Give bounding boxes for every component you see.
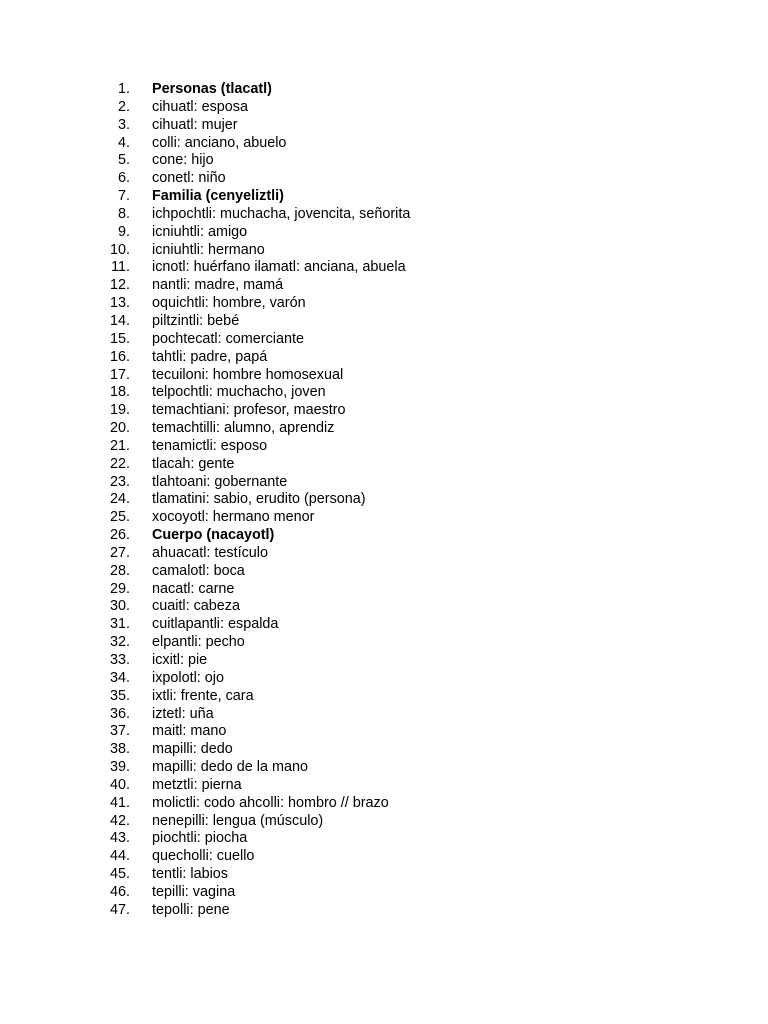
- list-item-text: icniuhtli: hermano: [152, 241, 265, 258]
- list-item-text: tepilli: vagina: [152, 883, 236, 900]
- list-item-text: cihuatl: mujer: [152, 116, 238, 133]
- list-item-number: 33.: [109, 652, 130, 668]
- list-item-number: 47.: [109, 901, 130, 918]
- list-item-text: ixtli: frente, cara: [152, 687, 254, 704]
- list-item-text: tlacah: gente: [152, 455, 235, 472]
- list-item-number: 35.: [109, 687, 130, 704]
- list-item-number: 22.: [109, 455, 130, 472]
- list-item-number: 23.: [109, 473, 130, 490]
- list-item-number: 46.: [109, 883, 130, 900]
- list-item-text: maitl: mano: [152, 723, 227, 740]
- list-item-number: 5.: [117, 152, 130, 169]
- list-item-text: molictli: codo ahcolli: hombro // brazo: [152, 794, 389, 811]
- list-item-text: iztetl: uña: [152, 705, 214, 722]
- list-item-text: icnotl: huérfano ilamatl: anciana, abuela: [152, 259, 406, 276]
- list-item-number: 20.: [109, 420, 130, 437]
- list-item-number: 29.: [109, 580, 130, 597]
- list-item-text: temachtiani: profesor, maestro: [152, 402, 346, 419]
- list-item-number: 45.: [109, 866, 130, 883]
- list-item-text: cuaitl: cabeza: [152, 598, 240, 615]
- list-item-text: tahtli: padre, papá: [152, 348, 268, 365]
- list-item-number: 4.: [117, 134, 130, 151]
- list-item-number: 21.: [109, 437, 130, 454]
- list-item-number: 3.: [117, 116, 130, 133]
- list-item-number: 37.: [109, 723, 130, 740]
- list-item-number: 31.: [109, 616, 130, 633]
- list-item-number: 1.: [117, 81, 130, 97]
- list-item-number: 15.: [109, 330, 130, 347]
- list-item-text: nacatl: carne: [152, 580, 235, 597]
- list-item-number: 38.: [109, 741, 130, 758]
- list-item-number: 30.: [109, 598, 130, 615]
- list-item-number: 40.: [109, 776, 130, 793]
- list-item-text: tenamictli: esposo: [152, 437, 268, 454]
- list-item-text: icxitl: pie: [152, 652, 208, 668]
- list-item-number: 36.: [109, 705, 130, 722]
- list-item-text: tepolli: pene: [152, 901, 230, 918]
- list-item-text: camalotl: boca: [152, 562, 245, 579]
- list-item-number: 44.: [109, 848, 130, 865]
- section-heading-text: Cuerpo (nacayotl): [152, 527, 275, 544]
- list-item-text: quecholli: cuello: [152, 848, 255, 865]
- list-item-text: xocoyotl: hermano menor: [152, 509, 315, 526]
- list-item-text: mapilli: dedo de la mano: [152, 759, 308, 776]
- section-heading-text: Personas (tlacatl): [152, 81, 272, 97]
- list-item-text: nantli: madre, mamá: [152, 277, 284, 294]
- list-item-text: conetl: niño: [152, 170, 226, 187]
- list-item-text: icniuhtli: amigo: [152, 223, 248, 240]
- list-item-text: cone: hijo: [152, 152, 214, 169]
- list-item-text: nenepilli: lengua (músculo): [152, 812, 324, 829]
- list-item-text: cuitlapantli: espalda: [152, 616, 279, 633]
- list-item-number: 10.: [109, 241, 130, 258]
- list-item-number: 39.: [109, 759, 130, 776]
- list-item-text: elpantli: pecho: [152, 634, 245, 651]
- list-item-number: 17.: [109, 366, 130, 383]
- list-item-text: ahuacatl: testículo: [152, 544, 268, 561]
- list-item-number: 24.: [109, 491, 130, 508]
- list-item-number: 43.: [109, 830, 130, 847]
- list-item-number: 11.: [111, 259, 130, 276]
- list-item-text: oquichtli: hombre, varón: [152, 295, 306, 312]
- list-item-text: mapilli: dedo: [152, 741, 233, 758]
- list-item-number: 28.: [109, 562, 130, 579]
- list-item-text: tlamatini: sabio, erudito (persona): [152, 491, 366, 508]
- list-item-number: 7.: [117, 188, 130, 205]
- list-item-number: 8.: [117, 205, 130, 222]
- list-item-number: 9.: [117, 223, 130, 240]
- list-item-number: 34.: [109, 669, 130, 686]
- list-item-text: piochtli: piocha: [152, 830, 248, 847]
- list-item-number: 26.: [109, 527, 130, 544]
- list-item-text: temachtilli: alumno, aprendiz: [152, 420, 335, 437]
- list-item-number: 6.: [117, 170, 130, 187]
- list-item-number: 19.: [109, 402, 130, 419]
- list-item-number: 25.: [109, 509, 130, 526]
- list-item-text: tentli: labios: [152, 866, 228, 883]
- list-item-number: 13.: [109, 295, 130, 312]
- list-item-number: 27.: [109, 544, 130, 561]
- list-item-number: 42.: [109, 812, 130, 829]
- list-item-number: 12.: [109, 277, 130, 294]
- list-item-text: tlahtoani: gobernante: [152, 473, 288, 490]
- list-item-number: 32.: [109, 634, 130, 651]
- list-item-text: metztli: pierna: [152, 776, 242, 793]
- list-item-text: pochtecatl: comerciante: [152, 330, 304, 347]
- list-item-text: colli: anciano, abuelo: [152, 134, 287, 151]
- list-item-number: 2.: [117, 98, 130, 115]
- list-item-text: tecuiloni: hombre homosexual: [152, 366, 344, 383]
- list-item-number: 41.: [109, 794, 130, 811]
- list-item-text: piltzintli: bebé: [152, 312, 240, 329]
- list-item-text: ixpolotl: ojo: [152, 669, 224, 686]
- list-item-number: 18.: [109, 384, 130, 401]
- list-item-number: 16.: [109, 348, 130, 365]
- list-item-text: telpochtli: muchacho, joven: [152, 384, 326, 401]
- list-item-text: cihuatl: esposa: [152, 98, 248, 115]
- list-item-number: 14.: [109, 312, 130, 329]
- section-heading-text: Familia (cenyeliztli): [152, 188, 284, 205]
- list-item-text: ichpochtli: muchacha, jovencita, señorita: [152, 205, 411, 222]
